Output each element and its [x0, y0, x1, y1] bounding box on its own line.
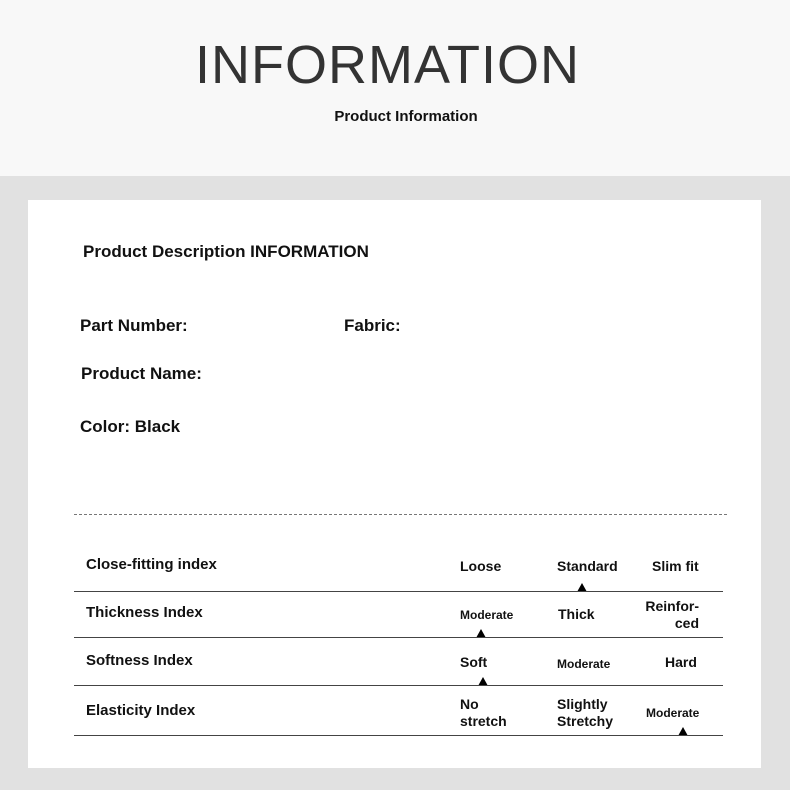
softness-option-hard: Hard [665, 654, 697, 670]
product-name-label: Product Name: [81, 364, 202, 383]
fabric-label: Fabric: [344, 316, 401, 335]
elasticity-index-label: Elasticity Index [86, 702, 196, 719]
elasticity-option-no-stretch: No stretch [460, 696, 507, 729]
softness-option-soft: Soft [460, 654, 488, 670]
row-divider [74, 685, 723, 686]
close-fitting-option-standard: Standard [557, 558, 618, 574]
section-divider [74, 514, 727, 515]
page-subtitle: Product Information [334, 108, 478, 125]
elasticity-option-moderate: Moderate [646, 706, 700, 720]
description-title: Product Description INFORMATION [83, 242, 369, 261]
close-fitting-option-slim-fit: Slim fit [652, 558, 699, 574]
thickness-option-moderate: Moderate [460, 608, 514, 622]
close-fitting-option-loose: Loose [460, 558, 502, 574]
row-divider [74, 735, 723, 736]
elasticity-option-slightly-stretchy: Slightly Stretchy [557, 696, 614, 729]
thickness-index-label: Thickness Index [86, 604, 203, 621]
header [0, 0, 790, 176]
info-card [28, 200, 761, 768]
color-label: Color: Black [80, 417, 181, 436]
softness-index-label: Softness Index [86, 652, 193, 669]
part-number-label: Part Number: [80, 316, 188, 335]
thickness-option-thick: Thick [558, 606, 595, 622]
thickness-option-reinforced: Reinfor- ced [645, 598, 699, 631]
row-divider [74, 591, 723, 592]
softness-option-moderate: Moderate [557, 657, 611, 671]
page-title: INFORMATION [195, 35, 580, 95]
close-fitting-index-label: Close-fitting index [86, 556, 217, 573]
row-divider [74, 637, 723, 638]
